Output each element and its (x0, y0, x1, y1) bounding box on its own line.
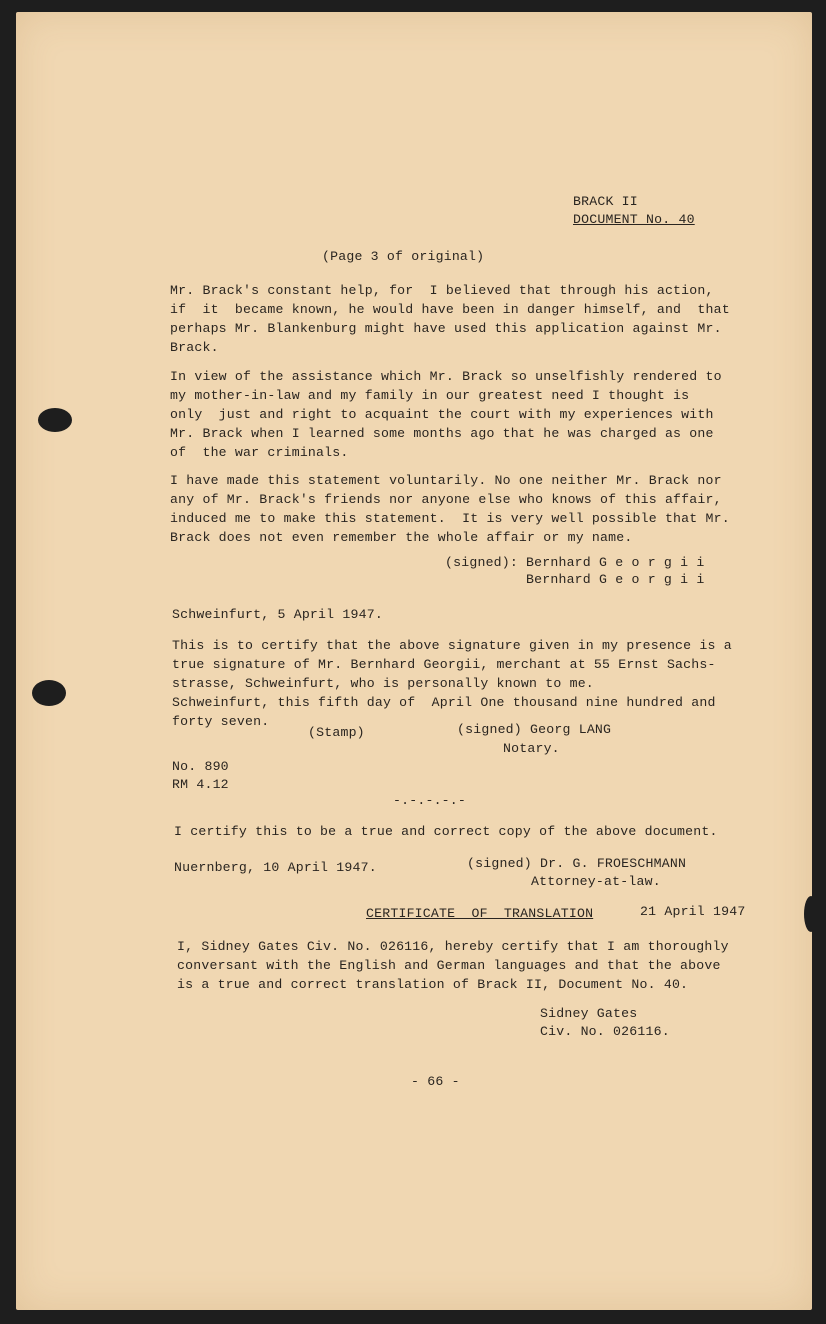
document-number: DOCUMENT No. 40 (573, 212, 695, 227)
translation-date: 21 April 1947 (640, 904, 746, 919)
certify-line: forty seven. (172, 714, 270, 729)
paragraph-line: perhaps Mr. Blankenburg might have used this application against Mr. (170, 321, 722, 336)
fee-amount: RM 4.12 (172, 777, 229, 792)
paragraph-line: only just and right to acquaint the court with my experiences with (170, 407, 714, 422)
punch-hole-bottom (32, 680, 66, 706)
copy-certification: I certify this to be a true and correct copy of the above document. (174, 824, 718, 839)
place-date: Schweinfurt, 5 April 1947. (172, 607, 383, 622)
paragraph-line: I have made this statement voluntarily. No one neither Mr. Brack nor (170, 473, 722, 488)
page-number: - 66 - (411, 1074, 460, 1089)
paragraph-line: In view of the assistance which Mr. Brack so unselfishly rendered to (170, 369, 722, 384)
paragraph-line: my mother-in-law and my family in our greatest need I thought is (170, 388, 690, 403)
paragraph-line: any of Mr. Brack's friends nor anyone else who knows of this affair, (170, 492, 722, 507)
separator: -.-.-.-.- (393, 793, 467, 808)
paragraph-line: Brack. (170, 340, 219, 355)
edge-notch (804, 896, 818, 932)
paragraph-line: if it became known, he would have been in danger himself, and that (170, 302, 730, 317)
translator-name: Sidney Gates (540, 1006, 638, 1021)
stamp-note: (Stamp) (308, 725, 365, 740)
signer-name-typed: Bernhard G e o r g i i (526, 572, 705, 587)
paragraph-line: induced me to make this statement. It is very well possible that Mr. (170, 511, 730, 526)
attorney-title: Attorney-at-law. (531, 874, 661, 889)
paragraph-line: of the war criminals. (170, 445, 349, 460)
certify-line: strasse, Schweinfurt, who is personally known to me. (172, 676, 594, 691)
signer-name: Bernhard G e o r g i i (526, 555, 705, 570)
paragraph-line: Brack does not even remember the whole affair or my name. (170, 530, 633, 545)
certify-line: true signature of Mr. Bernhard Georgii, merchant at 55 Ernst Sachs- (172, 657, 716, 672)
translator-civ-number: Civ. No. 026116. (540, 1024, 670, 1039)
paragraph-line: Mr. Brack's constant help, for I believed that through his action, (170, 283, 714, 298)
notary-signed: (signed) Georg LANG (457, 722, 612, 737)
attorney-signed: (signed) Dr. G. FROESCHMANN (467, 856, 687, 871)
punch-hole-top (38, 408, 72, 432)
signed-label: (signed): (445, 555, 519, 570)
translation-line: conversant with the English and German languages and that the above (177, 958, 721, 973)
certify-line: Schweinfurt, this fifth day of April One thousand nine hundred and (172, 695, 716, 710)
notary-title: Notary. (503, 741, 560, 756)
translation-line: I, Sidney Gates Civ. No. 026116, hereby certify that I am thoroughly (177, 939, 729, 954)
paragraph-line: Mr. Brack when I learned some months ago that he was charged as one (170, 426, 714, 441)
case-reference: BRACK II (573, 194, 638, 209)
translation-line: is a true and correct translation of Brack II, Document No. 40. (177, 977, 689, 992)
certify-line: This is to certify that the above signature given in my presence is a (172, 638, 732, 653)
fee-number: No. 890 (172, 759, 229, 774)
nuernberg-place-date: Nuernberg, 10 April 1947. (174, 860, 377, 875)
translation-heading: CERTIFICATE OF TRANSLATION (366, 906, 594, 921)
page-note: (Page 3 of original) (322, 249, 485, 264)
